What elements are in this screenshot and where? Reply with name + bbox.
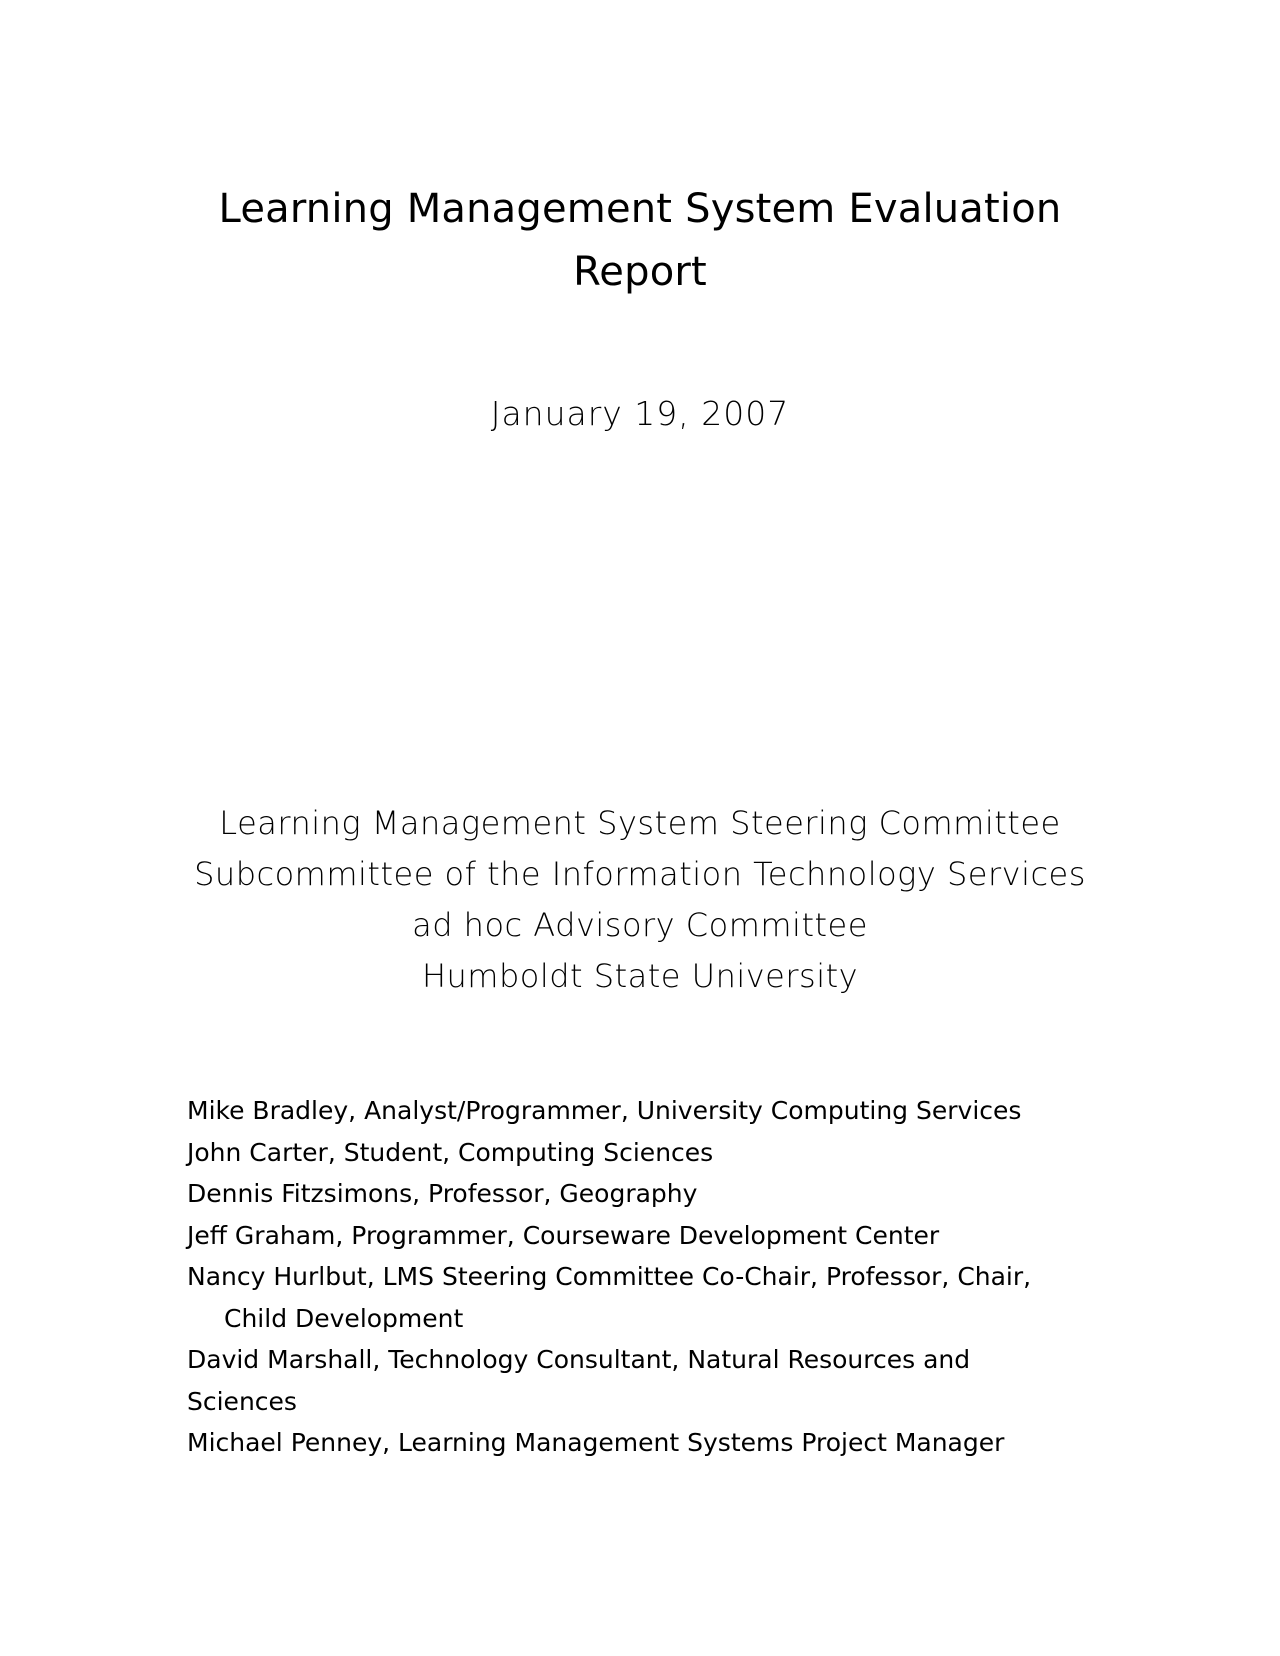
committee-line-3: ad hoc Advisory Committee: [412, 906, 868, 944]
member-list: [187, 1090, 1087, 1464]
member-line: John Carter, Student, Computing Sciences: [187, 1137, 714, 1167]
committee-line-2: Subcommittee of the Information Technology Services: [194, 855, 1086, 893]
member-line: Michael Penney, Learning Management Systems Project Manager: [187, 1428, 1005, 1457]
member-line: Mike Bradley, Analyst/Programmer, University Computing Services: [187, 1096, 1022, 1125]
member-line: Dennis Fitzsimons, Professor, Geography: [187, 1179, 698, 1208]
report-date: January 19, 2007: [490, 394, 790, 433]
title-line-2: Report: [573, 249, 707, 295]
title-line-1: Learning Management System Evaluation: [218, 186, 1062, 232]
committee-block: [140, 798, 1140, 1002]
member-line-continuation: Child Development: [224, 1303, 464, 1333]
member-line: David Marshall, Technology Consultant, Natural Resources and: [187, 1345, 971, 1374]
member-line: Jeff Graham, Programmer, Courseware Development Center: [187, 1220, 940, 1250]
member-line: Nancy Hurlbut, LMS Steering Committee Co-Chair, Professor, Chair,: [187, 1262, 1032, 1291]
committee-line-1: Learning Management System Steering Committee: [219, 804, 1061, 842]
report-title: [140, 178, 1140, 304]
committee-line-4: Humboldt State University: [421, 957, 859, 995]
member-line-continuation: Sciences: [187, 1386, 297, 1416]
